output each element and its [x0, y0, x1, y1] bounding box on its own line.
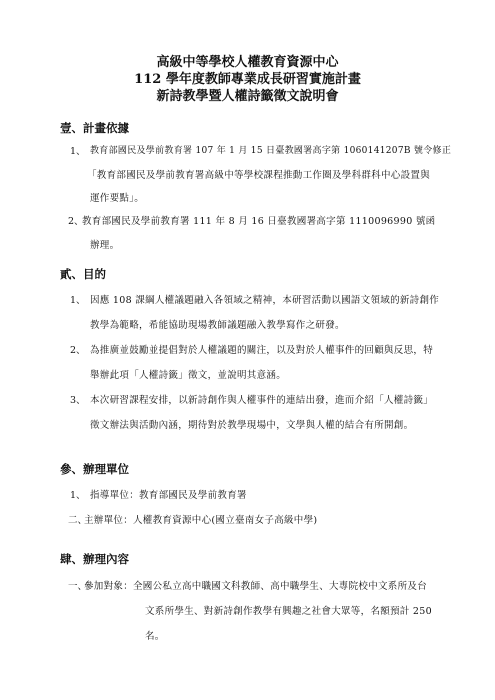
header-event-title: 新詩教學暨人權詩籤徵文說明會 [156, 89, 339, 104]
list-item-text: 參加對象：全國公私立高中職國文科教師、高中職學生、大專院校中文系所及台 [84, 581, 428, 592]
list-item-text: 運作要點」。 [90, 193, 145, 204]
header-plan-title: 112 學年度教師專業成長研習實施計畫 [134, 72, 361, 87]
section-heading-basis: 壹、計畫依據 [60, 121, 129, 135]
list-item-text: 名。 [145, 631, 165, 642]
list-item-number: 3、 [70, 395, 86, 406]
list-item-text: 「教育部國民及學前教育署高級中等學校課程推動工作圈及學科群科中心設置與 [87, 170, 431, 181]
list-item-text: 主辦單位：人權教育資源中心(國立臺南女子高級中學) [84, 515, 318, 526]
list-item-number: 2、 [68, 216, 84, 227]
list-item-number: 二、 [68, 515, 88, 526]
list-item-number: 1、 [70, 295, 86, 306]
list-item-text: 為推廣並鼓勵並提倡對於人權議題的關注，以及對於人權事件的回顧與反思，特 [90, 345, 434, 356]
list-item-text: 本次研習課程安排，以新詩創作與人權事件的連結出發，進而介紹「人權詩籤」 [90, 395, 434, 406]
list-item-text: 因應 108 課綱人權議題融入各領域之精神，本研習活動以國語文領域的新詩創作 [90, 295, 440, 306]
list-item-number: 1、 [70, 490, 86, 501]
section-heading-organizers: 參、辦理單位 [60, 462, 129, 476]
list-item-text: 舉辦此項「人權詩籤」徵文，並說明其意涵。 [90, 370, 287, 381]
list-item-number: 2、 [70, 345, 86, 356]
list-item-text: 教育部國民及學前教育署 107 年 1 月 15 日臺教國署高字第 1060141207B 號令修正 [90, 146, 452, 156]
list-item-text: 徵文辦法與活動內涵，期待對於教學現場中，文學與人權的結合有所開創。 [90, 420, 414, 431]
list-item-number: 一、 [68, 581, 88, 592]
list-item-text: 辦理。 [90, 240, 120, 251]
section-heading-purpose: 貳、目的 [60, 267, 106, 281]
list-item-text: 教育部國民及學前教育署 111 年 8 月 16 日臺教國署高字第 1110096990 號函 [82, 216, 436, 227]
list-item-text: 教學為範略，希能協助現場教師議題融入教學寫作之研發。 [90, 320, 345, 331]
list-item-text: 文系所學生、對新詩創作教學有興趣之社會大眾等，名額預計 250 [145, 606, 432, 617]
list-item-number: 1、 [70, 146, 86, 157]
header-org-title: 高級中等學校人權教育資源中心 [156, 55, 339, 70]
list-item-text: 指導單位：教育部國民及學前教育署 [90, 490, 247, 501]
section-heading-content: 肆、辦理內容 [60, 552, 129, 566]
